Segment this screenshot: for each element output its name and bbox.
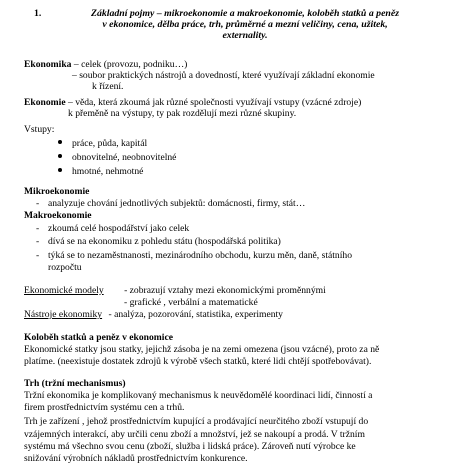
ekonomika-def-3: k řízení. [92,81,124,92]
ekonomika-line-1 [24,59,187,70]
vstupy-item: obnovitelné, neobnovitelné [58,152,176,163]
modely-term: Ekonomické modely [24,285,104,296]
title-line-2: v ekonomice, dělba práce, trh, průměrné a mezní veličiny, cena, užitek, [102,19,388,30]
ekonomie-def-1: – věda, která zkoumá jak různé společnosti využívají vstupy (vzácné zdroje) [68,97,362,108]
kolobeh-text-2: platíme. (neexistuje dostatek zdrojů k výrobě všech statků, které lidi chtějí spotřebovávat). [24,356,372,367]
trh-text-3: Trh je zařízení , jehož prostřednictvím kupující a prodávající neurčitého zboží vstupují do [24,416,369,427]
trh-text-6: snižování výrobních nákladů prostřednictvím konkurence. [24,453,248,464]
vstupy-item: práce, půda, kapitál [58,138,147,149]
kolobeh-heading: Koloběh statků a peněz v ekonomice [24,332,173,343]
trh-heading: Trh (tržní mechanismus) [24,378,126,389]
ekonomie-def-2: k přeměně na výstupy, ty pak rozdělují mezi různé skupiny. [68,108,297,119]
modely-def-1: - zobrazují vztahy mezi ekonomickými proměnnými [124,285,326,296]
nastroje-term: Nástroje ekonomiky [24,309,103,320]
trh-text-4: vzájemných interakcí, aby určili cenu zboží a množství, jež se nakoupí a prodá. V tržním [24,429,365,440]
trh-text-2: firem prostřednictvím systému cen a trhů. [24,402,185,413]
vstupy-item: hmotné, nehmotné [58,166,143,177]
title-line-1: Základní pojmy – mikroekonomie a makroekonomie, koloběh statků a peněz [90,8,400,19]
ekonomie-term: Ekonomie [24,97,66,108]
kolobeh-text-1: Ekonomické statky jsou statky, jejichž zásoba je na zemi omezena (jsou vzácné), proto za ně [24,344,380,355]
modely-def-2: - grafické , verbální a matematické [124,297,258,308]
title-number: 1. [34,8,42,19]
mikro-heading: Mikroekonomie [24,186,90,197]
trh-text-5: systému má všechno svou cenu (zboží, služba i lidská práce). Zároveň nutí výrobce ke [24,441,356,452]
ekonomika-term: Ekonomika [24,59,72,70]
makro-item: - zkoumá celé hospodářství jako celek [36,223,190,234]
bullet-icon [58,140,62,144]
bullet-icon [58,154,62,158]
nastroje-def-1: - analýza, pozorování, statistika, experimenty [108,309,283,320]
trh-text-1: Tržní ekonomika je komplikovaný mechanismus k neuvědomělé koordinaci lidí, činností a [24,390,373,401]
bullet-icon [58,168,62,172]
vstupy-label: Vstupy: [24,124,55,135]
makro-item-cont: rozpočtu [48,262,82,273]
mikro-item: - analyzuje chování jednotlivých subjektů: domácnosti, firmy, stát… [36,198,306,209]
title-line-3: externality. [222,30,268,41]
ekonomika-def-2: – soubor praktických nástrojů a dovedností, které využívají základní ekonomie [72,70,375,81]
makro-item: - dívá se na ekonomiku z pohledu státu (hospodářská politika) [36,236,281,247]
ekonomie-line-1 [24,97,361,108]
modely-line-1 [24,285,326,296]
makro-item: - týká se to nezaměstnanosti, mezinárodního obchodu, kurzu měn, daně, státního [36,250,352,261]
makro-heading: Makroekonomie [24,210,92,221]
ekonomika-def-1: – celek (provozu, podniku…) [73,59,188,70]
nastroje-line [24,309,283,320]
page-title [34,8,450,41]
